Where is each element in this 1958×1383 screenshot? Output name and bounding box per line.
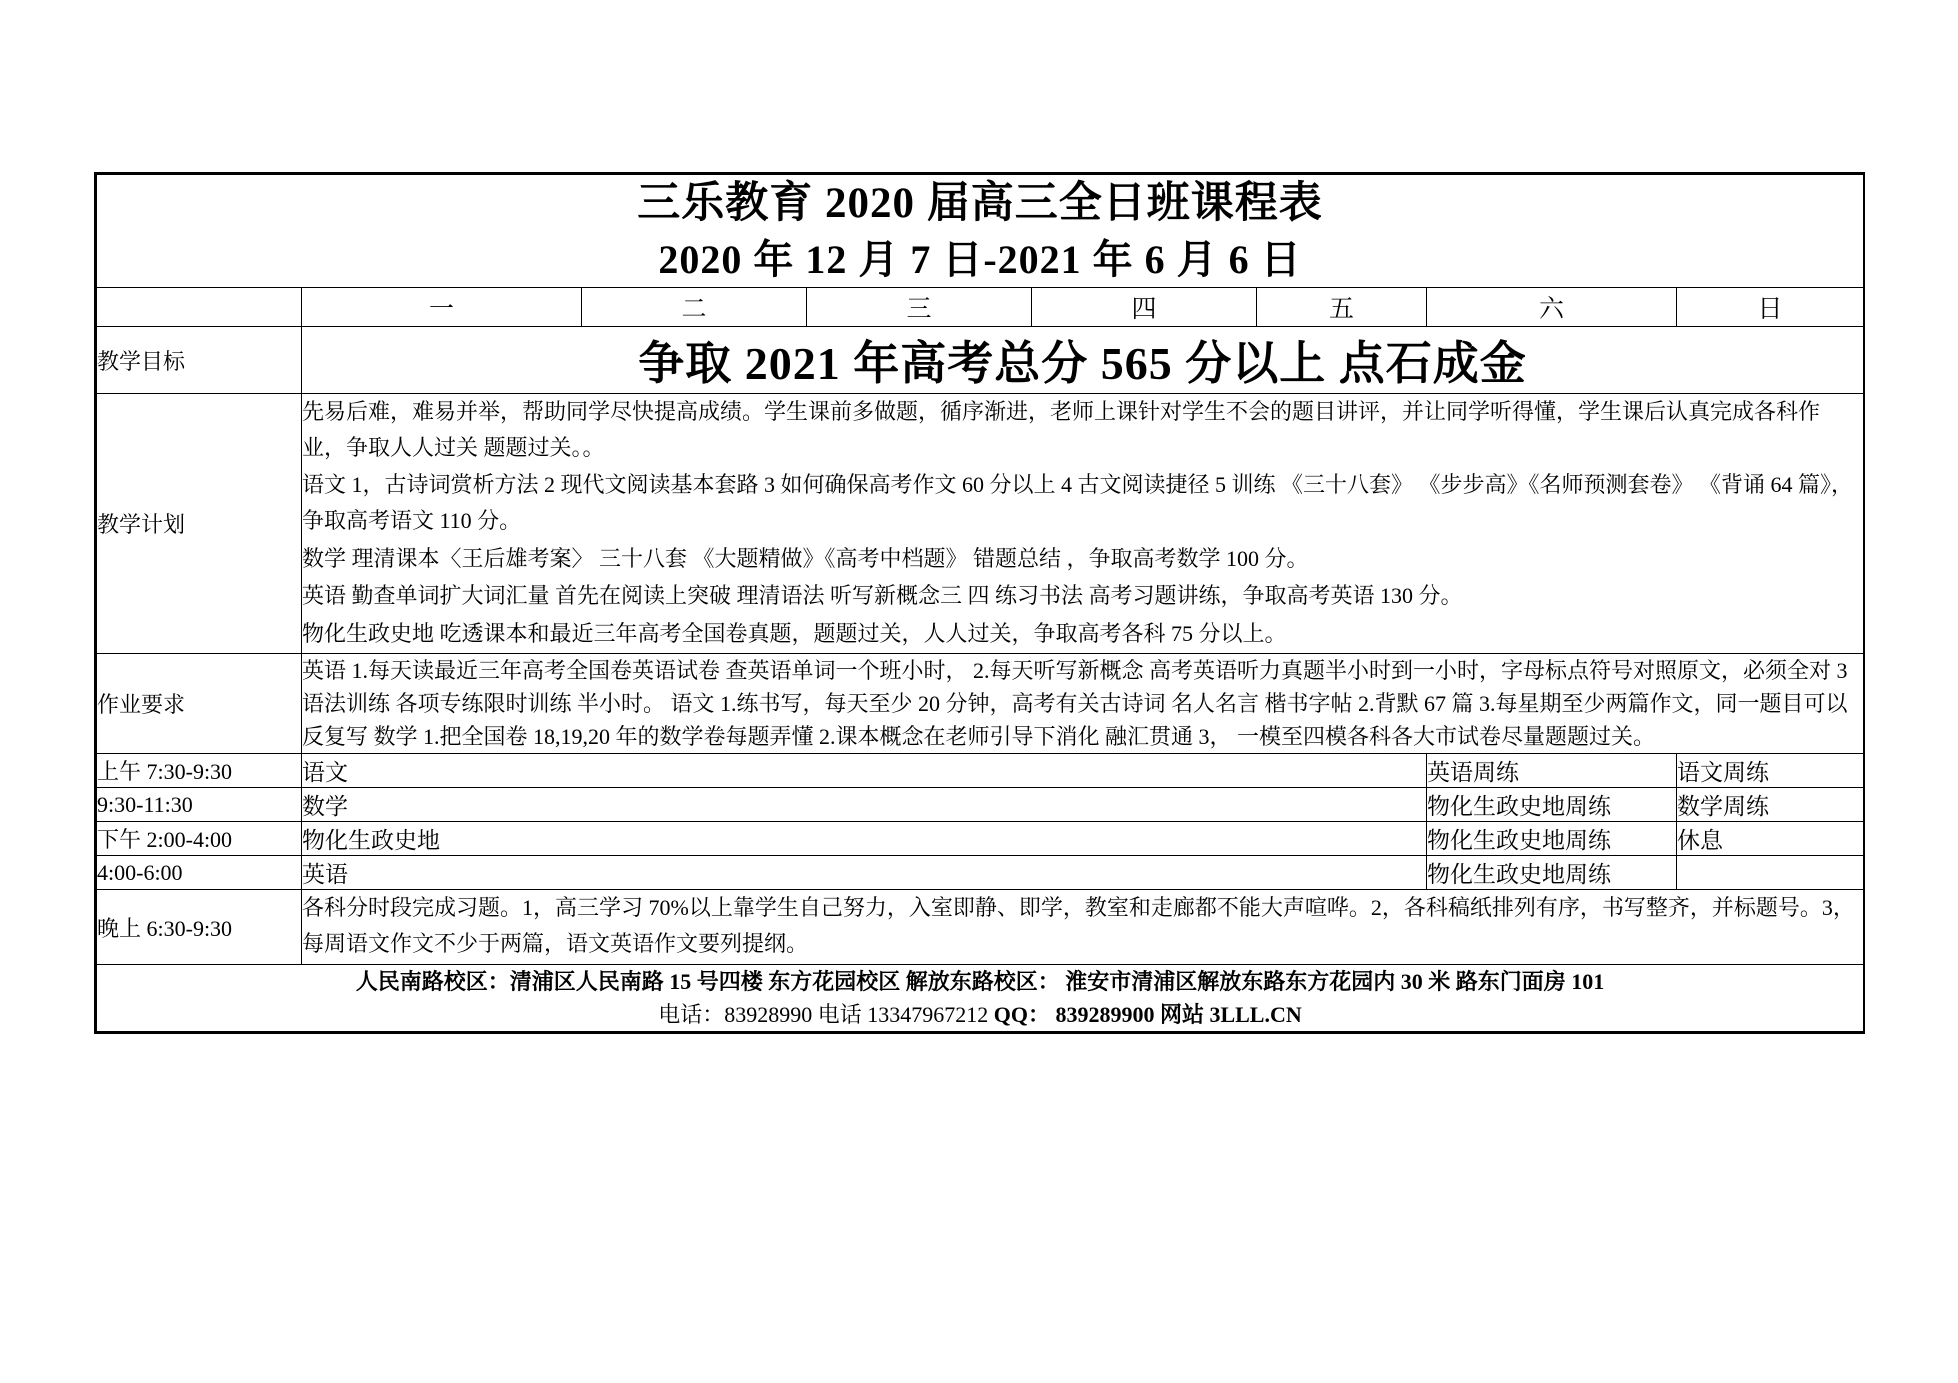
- plan-cell: [302, 394, 1864, 654]
- period-row: [97, 856, 1864, 890]
- period-sunday-subject: 语文周练: [1677, 754, 1864, 788]
- period-row: [97, 788, 1864, 822]
- period-saturday-subject: 物化生政史地周练: [1427, 822, 1677, 856]
- period-time: 4:00-6:00: [97, 856, 302, 890]
- homework-cell: [302, 654, 1864, 754]
- period-sunday-subject: 数学周练: [1677, 788, 1864, 822]
- title-row: [97, 175, 1864, 288]
- footer-phone-text: 电话：83928990 电话 13347967212: [658, 1001, 994, 1027]
- evening-row: [97, 890, 1864, 964]
- plan-paragraph-3: 数学 理清课本〈王后雄考案〉 三十八套 《大题精做》《高考中档题》 错题总结 ，争取高考数学 100 分。: [302, 545, 1309, 571]
- plan-row: [97, 394, 1864, 654]
- weekday-wed: 三: [807, 288, 1032, 327]
- period-time: 上午 7:30-9:30: [97, 754, 302, 788]
- homework-row: [97, 654, 1864, 754]
- footer-row: [97, 964, 1864, 1031]
- period-weekday-subject: 英语: [302, 856, 1427, 890]
- weekday-fri: 五: [1257, 288, 1427, 327]
- page-title: 三乐教育 2020 届高三全日班课程表: [637, 180, 1323, 227]
- period-weekday-subject: 语文: [302, 754, 1427, 788]
- footer-qq-website-text: QQ： 839289900 网站 3LLL.CN: [993, 1001, 1302, 1027]
- evening-paragraph-1: 各科分时段完成习题。1，高三学习 70%以上靠学生自己努力，入室即静、即学，教室和走廊都不能大声喧哗。2，各科稿纸排列有序，书写整齐，并标题号。3，每周语文作文不少于两篇，语文英语作文要列提纲。: [302, 895, 1855, 957]
- weekday-thu: 四: [1032, 288, 1257, 327]
- period-weekday-subject: 物化生政史地: [302, 822, 1427, 856]
- period-time: 9:30-11:30: [97, 788, 302, 822]
- evening-label: 晚上 6:30-9:30: [97, 890, 302, 964]
- homework-text: 英语 1.每天读最近三年高考全国卷英语试卷 查英语单词一个班小时， 2.每天听写新概念 高考英语听力真题半小时到一小时，字母标点符号对照原文，必须全对 3 语法训练 各项专练限时训练 半小时。 语文 1.练书写，每天至少 20 分钟，高考有关古诗词 名人名言 楷书字帖 2.背默 67 篇 3.每星期至少两篇作文，同一题目可以反复写 数学 1.把全国卷 18,19,20 年的数学卷每题弄懂 2.课本概念在老师引导下消化 融汇贯通 3， 一模至四模各科各大市试卷尽量题题过关。: [302, 658, 1848, 750]
- footer-campus-line: 人民南路校区：清浦区人民南路 15 号四楼 东方花园校区 解放东路校区： 淮安市清浦区解放东路东方花园内 30 米 路东门面房 101: [355, 968, 1605, 994]
- plan-label: 教学计划: [97, 394, 302, 654]
- period-row: [97, 822, 1864, 856]
- plan-paragraph-1: 先易后难，难易并举，帮助同学尽快提高成绩。学生课前多做题，循序渐进，老师上课针对学生不会的题目讲评，并让同学听得懂，学生课后认真完成各科作业，争取人人过关 题题过关。。: [302, 399, 1821, 460]
- goal-text: 争取 2021 年高考总分 565 分以上 点石成金: [638, 338, 1527, 390]
- weekday-sat: 六: [1427, 288, 1677, 327]
- plan-paragraph-4: 英语 勤查单词扩大词汇量 首先在阅读上突破 理清语法 听写新概念三 四 练习书法 高考习题讲练，争取高考英语 130 分。: [302, 583, 1463, 609]
- period-saturday-subject: 物化生政史地周练: [1427, 856, 1677, 890]
- period-row: [97, 754, 1864, 788]
- title-cell: [97, 175, 1864, 288]
- schedule-sheet: [94, 172, 1865, 1034]
- period-saturday-subject: 物化生政史地周练: [1427, 788, 1677, 822]
- schedule-table: [96, 174, 1864, 1032]
- period-time: 下午 2:00-4:00: [97, 822, 302, 856]
- goal-label: 教学目标: [97, 327, 302, 394]
- weekday-header-row: [97, 288, 1864, 327]
- footer-cell: [97, 964, 1864, 1031]
- plan-paragraph-2: 语文 1，古诗词赏析方法 2 现代文阅读基本套路 3 如何确保高考作文 60 分以上 4 古文阅读捷径 5 训练 《三十八套》 《步步高》《名师预测套卷》 《背诵 64 篇》，争取高考语文 110 分。: [302, 472, 1854, 533]
- goal-row: [97, 327, 1864, 394]
- period-saturday-subject: 英语周练: [1427, 754, 1677, 788]
- period-sunday-subject: [1677, 856, 1864, 890]
- weekday-header-blank: [97, 288, 302, 327]
- weekday-tue: 二: [582, 288, 807, 327]
- weekday-mon: 一: [302, 288, 582, 327]
- plan-paragraph-5: 物化生政史地 吃透课本和最近三年高考全国卷真题，题题过关，人人过关，争取高考各科 75 分以上。: [302, 620, 1287, 646]
- period-weekday-subject: 数学: [302, 788, 1427, 822]
- homework-label: 作业要求: [97, 654, 302, 754]
- goal-cell: [302, 327, 1864, 394]
- footer-contact-line: [97, 998, 1863, 1031]
- evening-cell: [302, 890, 1864, 964]
- page-subtitle: 2020 年 12 月 7 日-2021 年 6 月 6 日: [658, 237, 1302, 283]
- period-sunday-subject: 休息: [1677, 822, 1864, 856]
- weekday-sun: 日: [1677, 288, 1864, 327]
